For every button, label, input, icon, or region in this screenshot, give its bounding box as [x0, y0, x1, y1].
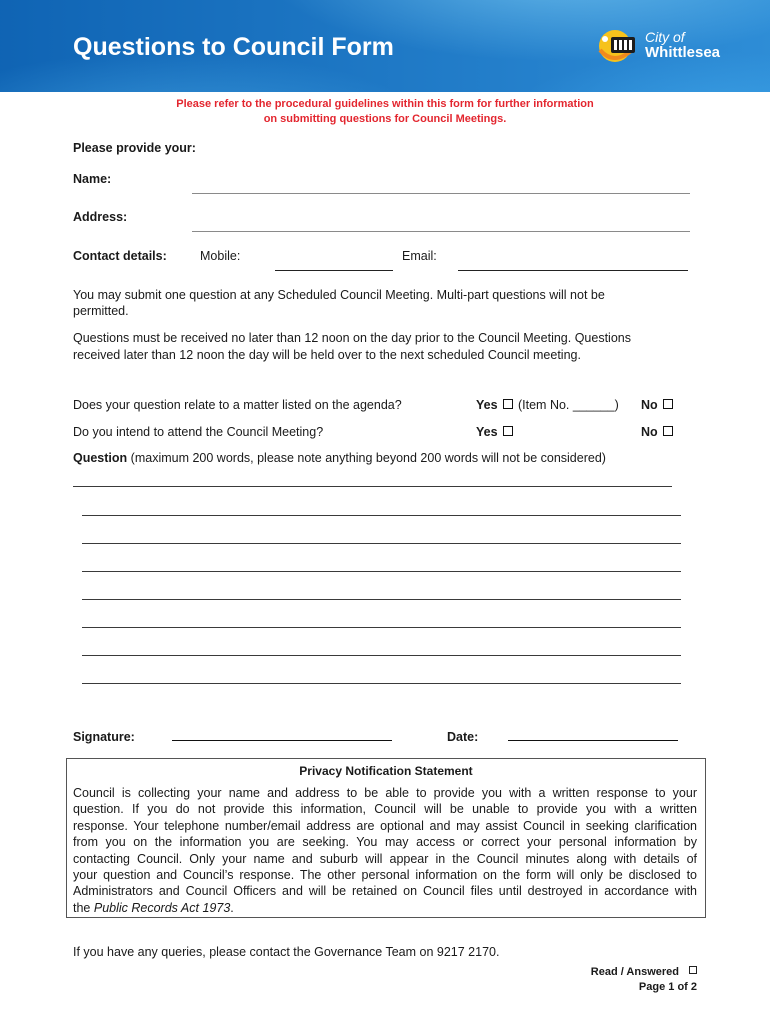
agenda-no-label: No: [641, 398, 658, 412]
privacy-last-suffix: .: [230, 900, 234, 915]
privacy-text-line: from you on the information you are seeking. You may access or correct your personal information by: [73, 835, 697, 850]
attend-yes-checkbox[interactable]: [503, 426, 513, 436]
address-label: Address:: [73, 210, 128, 224]
privacy-text-line: Council is collecting your name and address to be able to provide you with a written response to your: [73, 786, 697, 800]
address-input[interactable]: [192, 216, 690, 232]
details-intro: Please provide your:: [73, 141, 196, 155]
privacy-text-line: your question and Council’s response. The other personal information on the form will only be disclosed to: [73, 867, 697, 882]
procedural-notice-line: Please refer to the procedural guidelines within this form for further information: [176, 98, 594, 110]
question-answer-line[interactable]: [82, 670, 681, 684]
form-title: Questions to Council Form: [73, 33, 394, 61]
date-label: Date:: [447, 730, 479, 744]
governance-contact-note: If you have any queries, please contact the Governance Team on 9217 2170.: [73, 945, 500, 959]
read-answered-label: Read / Answered: [590, 966, 679, 978]
privacy-title: Privacy Notification Statement: [299, 764, 473, 778]
question-answer-line[interactable]: [73, 473, 672, 487]
question-answer-line[interactable]: [82, 586, 681, 600]
question-answer-line[interactable]: [82, 614, 681, 628]
rules-paragraph-line: Questions must be received no later than 12 noon on the day prior to the Council Meeting. Questions: [73, 331, 631, 345]
email-input[interactable]: [458, 255, 688, 271]
logo-text-whittlesea: Whittlesea: [645, 44, 721, 61]
privacy-text-last-line: [73, 900, 697, 916]
read-answered-checkbox[interactable]: [689, 966, 697, 974]
city-logo: [596, 28, 738, 64]
question-label: Question: [73, 451, 128, 465]
contact-details-label: Contact details:: [73, 249, 167, 263]
attend-yes-label: Yes: [476, 425, 498, 439]
privacy-text-line: question. If you do not provide this information, Council will be unable to provide you with a written: [73, 802, 697, 817]
date-field[interactable]: [508, 727, 678, 741]
attend-question-text: Do you intend to attend the Council Meeting?: [73, 425, 324, 439]
email-label: Email:: [402, 249, 437, 263]
attend-no-checkbox[interactable]: [663, 426, 673, 436]
question-answer-line[interactable]: [82, 558, 681, 572]
name-label: Name:: [73, 172, 112, 186]
question-word-limit-note: (maximum 200 words, please note anything beyond 200 words will not be considered): [130, 451, 606, 465]
question-answer-line[interactable]: [82, 642, 681, 656]
name-input[interactable]: [192, 178, 690, 194]
privacy-statement-box: [66, 758, 706, 918]
agenda-question-text: Does your question relate to a matter listed on the agenda?: [73, 398, 402, 412]
agenda-yes-label: Yes: [476, 398, 498, 412]
procedural-notice-line: on submitting questions for Council Meetings.: [263, 113, 507, 125]
header-banner: [0, 0, 770, 92]
privacy-last-prefix: the: [73, 900, 94, 915]
rules-paragraph-line: permitted.: [73, 304, 129, 318]
question-answer-line[interactable]: [82, 530, 681, 544]
city-emblem-icon: [596, 28, 642, 64]
act-title: Public Records Act 1973: [93, 900, 231, 915]
mobile-label: Mobile:: [200, 249, 241, 263]
rules-paragraph-line: You may submit one question at any Scheduled Council Meeting. Multi-part questions will not be: [73, 288, 605, 302]
privacy-text: [73, 785, 697, 916]
question-answer-line[interactable]: [82, 502, 681, 516]
rules-paragraph-line: received later than 12 noon the day will be held over to the next scheduled Council meeting.: [73, 348, 581, 362]
logo-text-city-of: City of: [645, 29, 685, 45]
signature-label: Signature:: [73, 730, 135, 744]
read-answered-status: [591, 965, 697, 979]
privacy-text-line: Administrators and Council Officers and will be retained on Council files until destroyed in accordance with: [73, 884, 697, 899]
agenda-item-number-field[interactable]: (Item No. ______): [518, 398, 619, 412]
agenda-no-checkbox[interactable]: [663, 399, 673, 409]
agenda-yes-checkbox[interactable]: [503, 399, 513, 409]
privacy-text-line: response. Your telephone number/email address are optional and may assist Council in seeking clarification: [73, 818, 697, 833]
page-number: Page 1 of 2: [638, 981, 697, 993]
signature-field[interactable]: [172, 727, 392, 741]
privacy-text-line: contacting Council. Only your name and suburb will appear in the Council minutes along with details of: [73, 851, 697, 866]
mobile-input[interactable]: [275, 255, 393, 271]
attend-no-label: No: [641, 425, 658, 439]
question-heading: [73, 451, 606, 465]
